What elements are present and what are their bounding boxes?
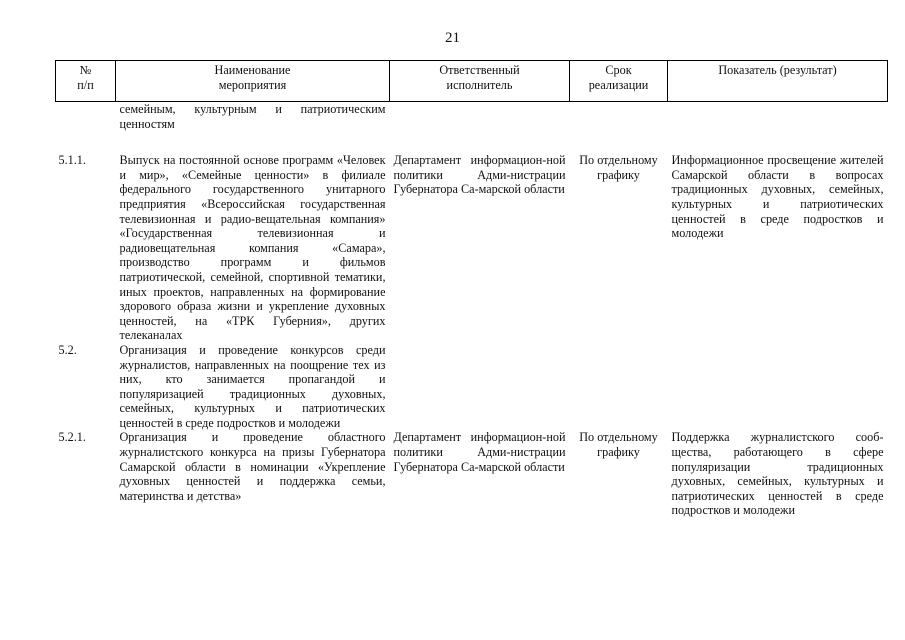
row-term bbox=[570, 343, 668, 431]
header-name-line1: Наименование bbox=[214, 63, 291, 77]
row-activity-name: Организация и проведение конкурсов среди журналистов, направленных на поощрение тех из них, кто занимается пропагандой и популяризацией традиционных духовных, семейных, культурных и патриотических ценностей в среде подростков и молодежи bbox=[119, 342, 386, 430]
row-activity-name: Организация и проведение областного журналистского конкурса на призы Губернатора Самарской области в номинации «Укрепление духовных ценностей и поддержка семьи, материнства и детства» bbox=[119, 430, 386, 503]
row-term: По отдельному графику bbox=[579, 153, 658, 182]
header-executor-line1: Ответственный bbox=[439, 63, 520, 77]
header-name-line2: мероприятия bbox=[218, 77, 287, 92]
header-number-line2: п/п bbox=[77, 77, 94, 92]
table-row bbox=[56, 153, 888, 343]
row-number: 5.1.1. bbox=[58, 153, 86, 168]
table-header bbox=[56, 61, 888, 102]
row-result: Информационное просвещение жителей Самарской области в вопросах традиционных духовных, семейных, культурных и патриотических ценностей в среде подростков и молодежи bbox=[671, 153, 884, 241]
header-number bbox=[56, 61, 116, 102]
row-result: Поддержка журналистского сооб-щества, работающего в сфере популяризации традиционных духовных, семейных, культурных и патриотических ценностей в среде подростков и молодежи bbox=[671, 430, 884, 518]
activities-table bbox=[55, 60, 888, 518]
row-executor bbox=[390, 343, 570, 431]
header-executor-line2: исполнитель bbox=[446, 77, 513, 92]
header-term-line2: реализации bbox=[588, 77, 649, 92]
row-number: 5.2.1. bbox=[58, 430, 86, 445]
row-result bbox=[668, 343, 888, 431]
header-result-text: Показатель (результат) bbox=[718, 63, 837, 77]
header-executor bbox=[390, 61, 570, 102]
row-number: 5.2. bbox=[58, 342, 77, 357]
page-number: 21 bbox=[445, 30, 460, 46]
row-activity-name: Выпуск на постоянной основе программ «Человек и мир», «Семейные ценности» в филиале федерального государственного унитарного предприятия «Всероссийская государственная телевизионная и радио-вещательная компания» «Государственная телевизионная и радиовещательная компания «Самара», производство программ и фильмов патриотической, семейной, спортивной тематики, иных проектов, направленных на формирование здорового образа жизни и укрепление духовных ценностей, на «ТРК Губерния», других телеканалах bbox=[119, 153, 386, 343]
row-executor: Департамент информацион-ной политики Адми-нистрации Губернатора Са-марской области bbox=[393, 153, 566, 197]
table-row bbox=[56, 343, 888, 431]
continuation-text: семейным, культурным и патриотическим ценностям bbox=[119, 102, 386, 131]
table-row-continuation bbox=[56, 102, 888, 154]
header-result bbox=[668, 61, 888, 102]
header-term-line1: Срок bbox=[605, 63, 632, 77]
row-executor: Департамент информацион-ной политики Адми-нистрации Губернатора Са-марской области bbox=[393, 430, 566, 474]
table-row bbox=[56, 430, 888, 518]
row-term: По отдельному графику bbox=[579, 430, 658, 460]
header-term bbox=[570, 61, 668, 102]
header-number-line1: № bbox=[79, 63, 92, 77]
header-name bbox=[116, 61, 390, 102]
